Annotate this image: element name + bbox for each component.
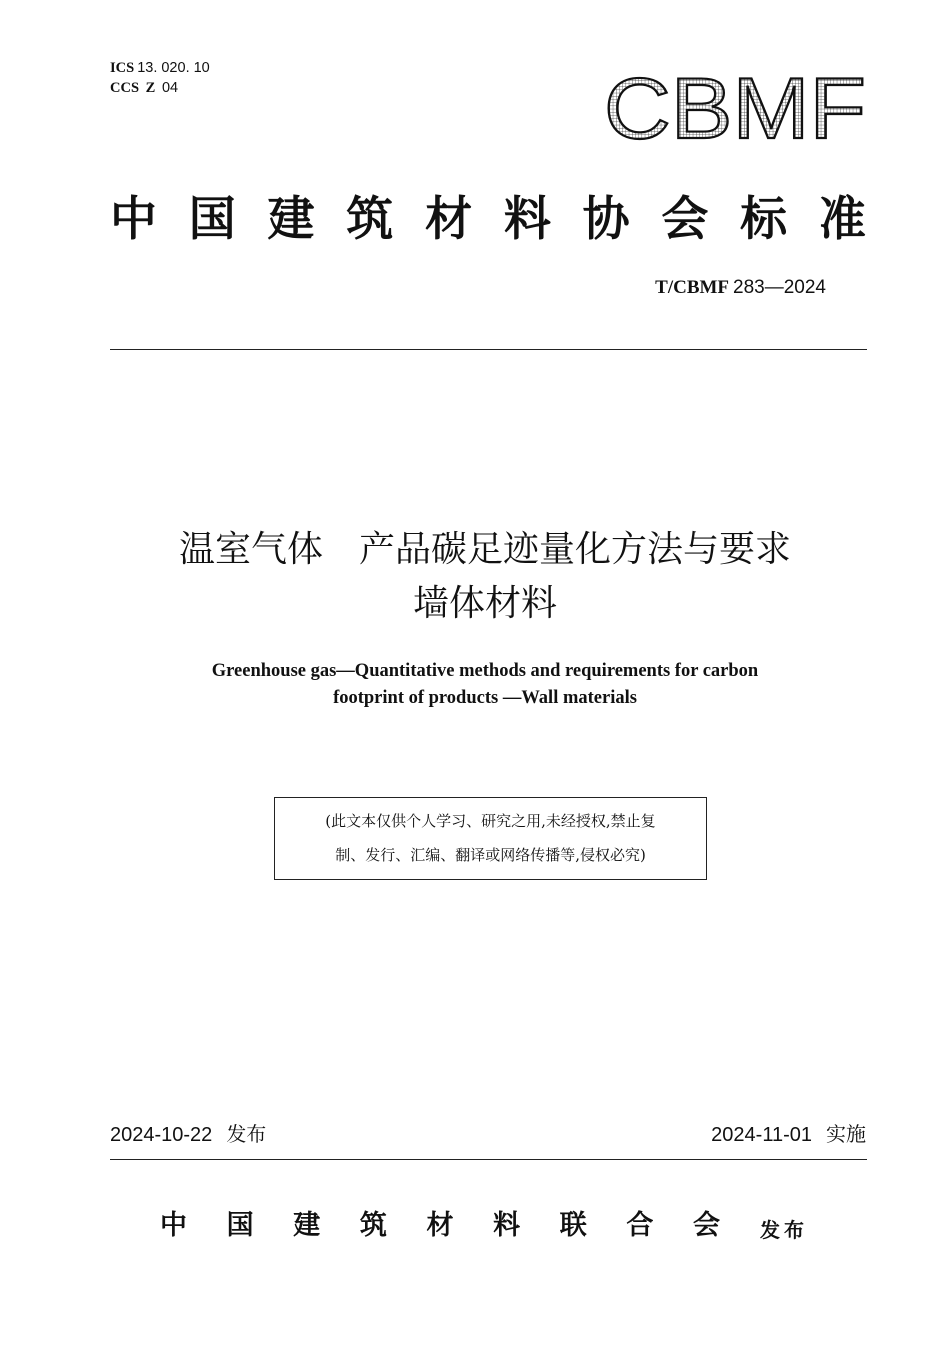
publisher-char: 会 [693,1210,720,1241]
standard-code-number: 283—2024 [733,277,826,298]
notice-line2: 制、发行、汇编、翻译或网络传播等,侵权必究) [335,846,646,864]
publish-label: 发布 [226,1122,267,1146]
header-divider [110,349,867,350]
publisher-char: 国 [226,1210,254,1241]
cbmf-logo [600,64,870,150]
standard-type-char: 料 [503,192,551,247]
publisher-char: 建 [293,1210,321,1241]
standard-type-char: 材 [425,192,473,247]
publisher-char: 联 [559,1210,587,1241]
logo-text: CBMF [604,64,866,150]
title-en-line2: footprint of products —Wall materials [333,688,637,708]
standard-type-char: 中 [110,192,157,247]
copyright-notice-box [274,797,707,880]
classification-codes [110,58,210,98]
implement-label: 实施 [826,1122,866,1146]
publisher-char: 中 [160,1210,187,1241]
standard-type-char: 协 [582,192,630,247]
ccs-value-bold: Z [145,80,156,96]
publish-date-value: 2024-10-22 [110,1124,213,1146]
title-cn-line2: 墙体材料 [412,583,557,624]
title-en-line1: Greenhouse gas—Quantitative methods and requirements for carbon [211,661,759,681]
publisher-char: 合 [626,1210,654,1241]
publisher-char: 材 [426,1210,454,1241]
standard-type-char: 准 [818,192,866,247]
implement-date [711,1120,866,1149]
standard-type-char: 国 [188,192,236,247]
standard-type-char: 筑 [346,192,394,247]
publisher-name [160,1206,720,1246]
standard-code-prefix: T/CBMF [655,277,730,298]
ccs-code [110,78,210,98]
ics-label: ICS [110,60,135,76]
standard-type-char: 会 [661,192,709,247]
implement-date-value: 2024-11-01 [711,1124,812,1146]
publish-date [110,1120,266,1149]
ccs-label: CCS [110,80,140,96]
publisher-char: 料 [493,1210,521,1241]
ics-code [110,58,210,78]
standard-type-char: 建 [267,192,315,247]
ics-value: 13. 020. 10 [137,60,210,76]
publisher-suffix: 发布 [760,1218,808,1242]
ccs-value: 04 [161,80,179,96]
notice-line1: (此文本仅供个人学习、研究之用,未经授权,禁止复 [325,812,656,830]
footer-divider [110,1159,867,1160]
standard-type-char: 标 [740,192,788,247]
title-cn-line1: 温室气体 产品碳足迹量化方法与要求 [178,529,791,570]
publisher-char: 筑 [359,1210,387,1241]
standard-type-heading [110,188,866,252]
standard-code [655,276,826,299]
